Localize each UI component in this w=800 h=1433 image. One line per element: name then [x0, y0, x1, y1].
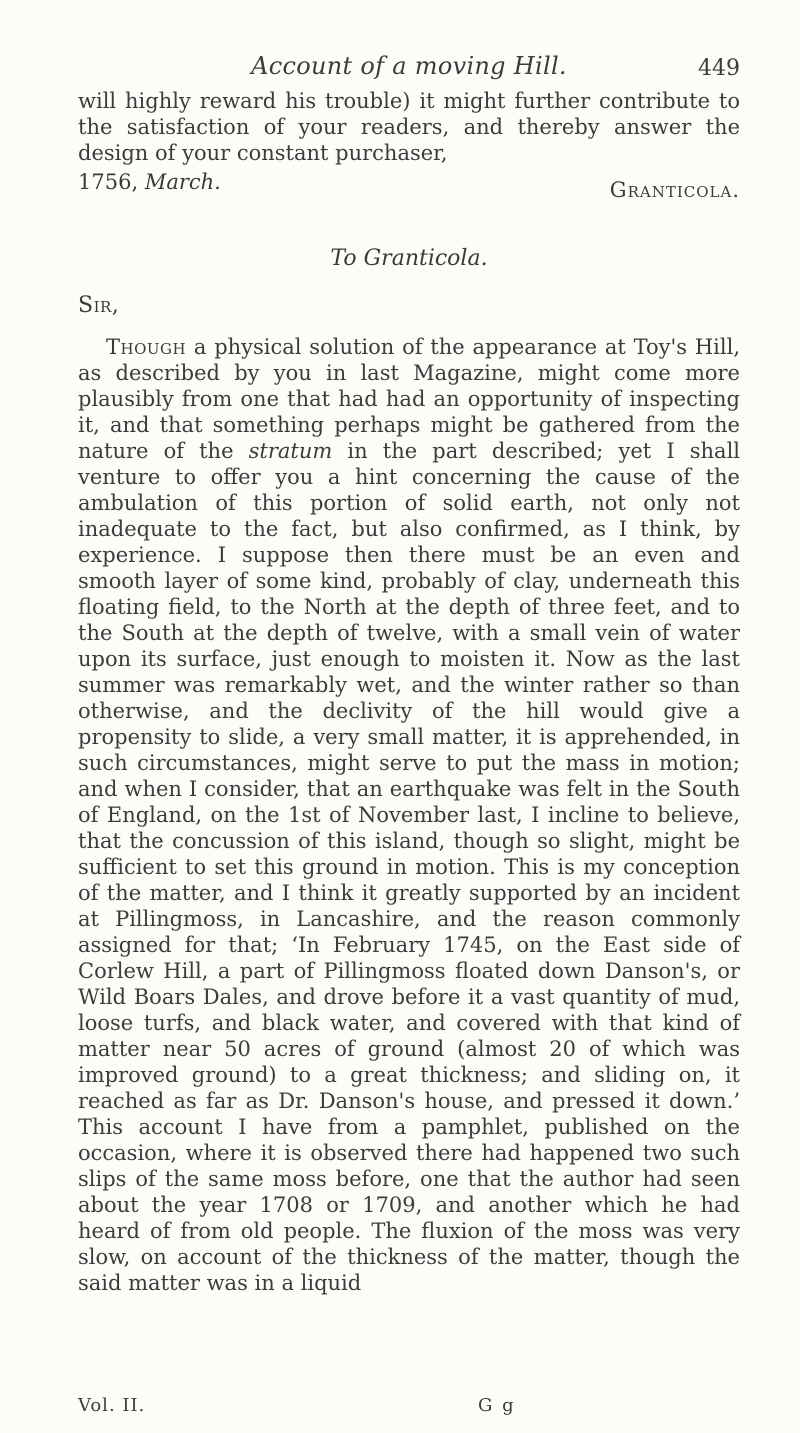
date-month: March. — [144, 170, 221, 194]
letter-closing-paragraph: will highly reward his trouble) it might further contribute to the satisfaction of your readers, and thereby answer the design of your constant purchaser, — [78, 89, 740, 165]
date-year: 1756, — [78, 170, 139, 194]
letter-salutation: Sir, — [78, 293, 120, 318]
letter-body-paragraph — [78, 334, 740, 1296]
letter-date — [78, 170, 221, 194]
body-text-part-1: a physical solution of the appearance at Toy's Hill, as described by you in last Magazine, might come more plausibly from one that had had an opportunity of inspecting it, and that something perhaps might be gathered from the nature of the — [78, 335, 740, 463]
letter-signoff — [78, 166, 740, 200]
volume-label: Vol. II. — [78, 1395, 146, 1416]
running-title: Account of a moving Hill. — [251, 52, 567, 80]
signature-mark: G g — [478, 1395, 516, 1416]
running-head — [78, 52, 740, 92]
page-number: 449 — [698, 56, 740, 81]
letter-signature: Granticola. — [609, 178, 740, 202]
body-text-part-2: in the part described; yet I shall venture to offer you a hint concerning the cause of the ambulation of this portion of solid earth, not only not inadequate to the fact, but also confirmed, as I think, by experience. I suppose then there must be an even and smooth layer of some kind, probably of clay, underneath this floating field, to the North at the depth of three feet, and to the South at the depth of twelve, with a small vein of water upon its surface, just enough to moisten it. Now as the last summer was remarkably wet, and the winter rather so than otherwise, and the declivity of the hill would give a propensity to slide, a very small matter, it is apprehended, in such circumstances, might serve to put the mass in motion; and when I consider, that an earthquake was felt in the South of England, on the 1st of November last, I incline to believe, that the concussion of this island, though so slight, might be sufficient to set this ground in motion. This is my conception of the matter, and I think it greatly supported by an incident at Pillingmoss, in Lancashire, and the reason commonly assigned for that; ‘In February 1745, on the East side of Corlew Hill, a part of Pillingmoss floated down Danson's, or Wild Boars Dales, and drove before it a vast quantity of mud, loose turfs, and black water, and covered with that kind of matter near 50 acres of ground (almost 20 of which was improved ground) to a great thickness; and sliding on, it reached as far as Dr. Danson's house, and pressed it down.’ This account I have from a pamphlet, published on the occasion, where it is observed there had happened two such slips of the same moss before, one that the author had seen about the year 1708 or 1709, and another which he had heard of from old people. The fluxion of the moss was very slow, on account of the thickness of the matter, though the said matter was in a liquid — [78, 439, 741, 1295]
body-italic-word: stratum — [248, 439, 333, 463]
letter-addressee: To Granticola. — [330, 246, 488, 271]
lead-word: Though — [106, 335, 187, 359]
page-footer — [78, 1395, 740, 1421]
